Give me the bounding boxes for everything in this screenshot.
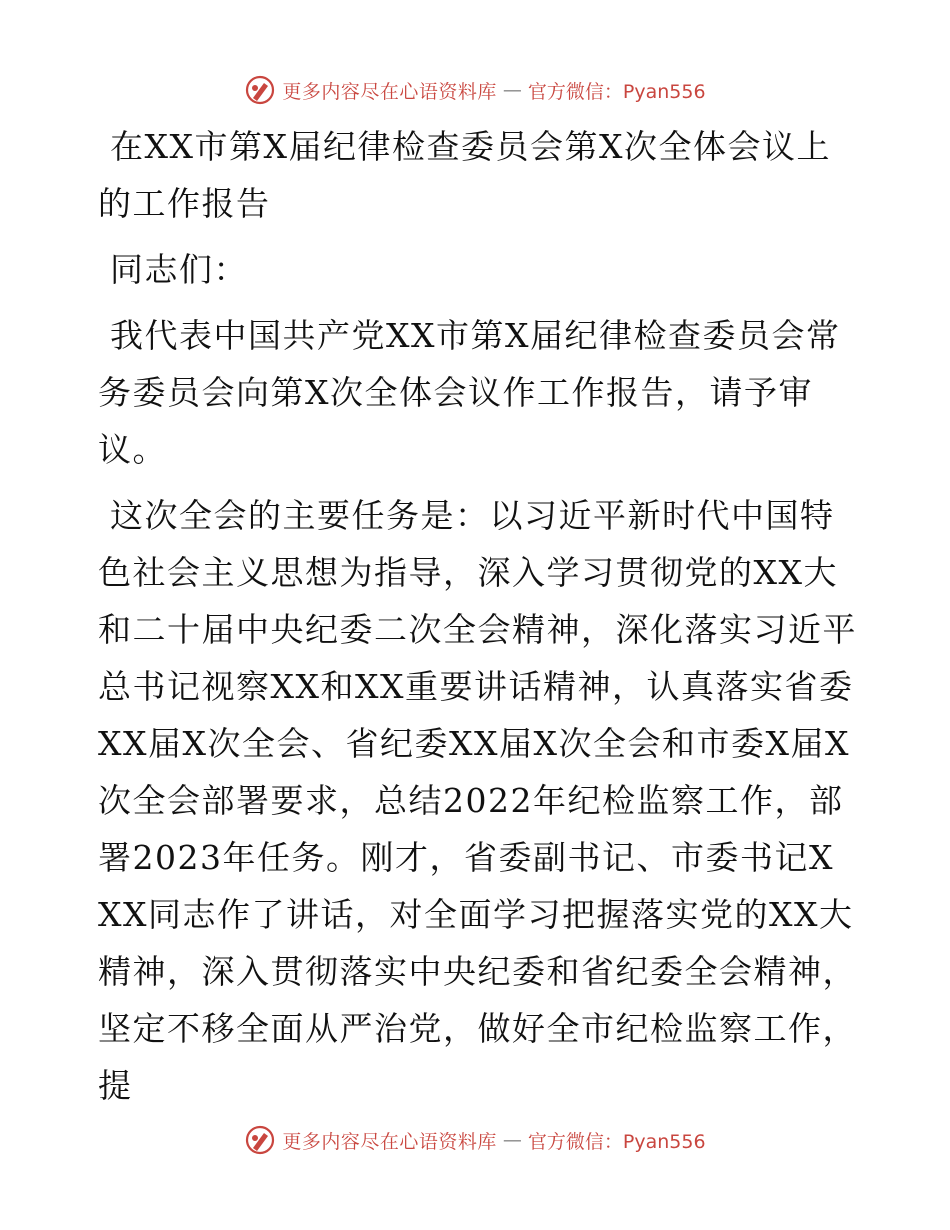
pen-logo-icon	[244, 1124, 276, 1156]
paragraph: 这次全会的主要任务是：以习近平新时代中国特色社会主义思想为指导，深入学习贯彻党的XX大和二十届中央纪委二次全会精神，深化落实习近平总书记视察XX和XX重要讲话精神，认真落实省委XX届X次全会、省纪委XX届X次全会和市委X届X次全会部署要求，总结2022年纪检监察工作，部署2023年任务。刚才，省委副书记、市委书记XXX同志作了讲话，对全面学习把握落实党的XX大精神，深入贯彻落实中央纪委和省纪委全会精神，坚定不移全面从严治党，做好全市纪检监察工作，提	[98, 496, 857, 1105]
document-body	[98, 118, 858, 1114]
banner-wechat: 官方微信：Pyan556	[527, 1130, 706, 1153]
banner-text: 更多内容尽在心语资料库	[282, 1130, 497, 1153]
banner-wechat: 官方微信：Pyan556	[527, 80, 706, 103]
document-title: 在XX市第X届纪律检查委员会第X次全体会议上的工作报告	[98, 127, 831, 223]
banner-text: 更多内容尽在心语资料库	[282, 80, 497, 103]
paragraph: 我代表中国共产党XX市第X届纪律检查委员会常务委员会向第X次全体会议作工作报告，请予审议。	[98, 316, 841, 469]
header-banner	[0, 70, 950, 110]
salutation: 同志们：	[110, 250, 248, 289]
footer-banner	[0, 1120, 950, 1160]
banner-separator: —	[502, 79, 522, 101]
pen-logo-icon	[244, 74, 276, 106]
banner-separator: —	[502, 1129, 522, 1151]
